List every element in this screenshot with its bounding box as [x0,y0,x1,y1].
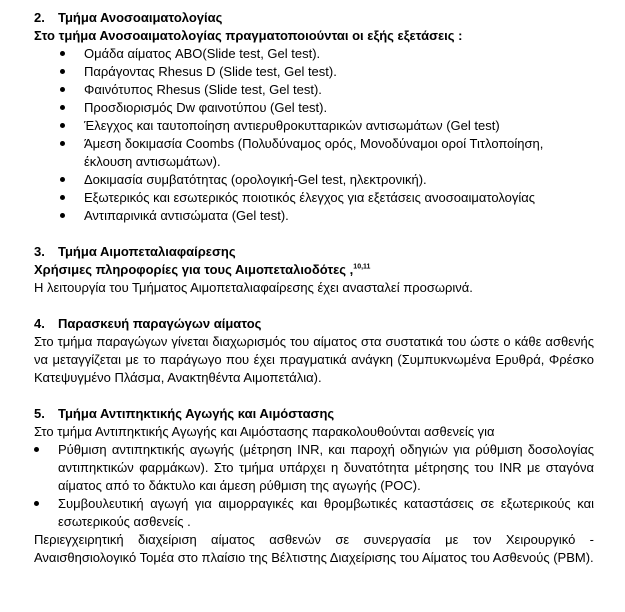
section-2-heading [34,9,594,27]
section-4-text: Στο τμήμα παραγώγων γίνεται διαχωρισμός του αίματος στα συστατικά του ώστε ο κάθε ασθενής να μεταγγίζεται με το παράγωγο που έχει πραγματικά ανάγκη (Συμπυκνωμένα Ερυθρά, Φρέσκο Κατεψυγμένο Πλάσμα, Ανακτηθέντα Αιμοπετάλια). [34,334,594,385]
bullet-icon [60,177,65,182]
bullet-icon [34,447,39,452]
list-item [60,135,594,171]
list-item [60,189,594,207]
list-item-text: Εξωτερικός και εσωτερικός ποιοτικός έλεγχος για εξετάσεις ανοσοαιματολογίας [84,190,536,205]
bullet-icon [34,501,39,506]
section-2-intro: Στο τμήμα Ανοσοαιματολογίας πραγματοποιούνται οι εξής εξετάσεις : [34,28,463,43]
section-number: 3. [34,244,45,259]
list-item-text: Ρύθμιση αντιπηκτικής αγωγής (μέτρηση INR, και παροχή οδηγιών για ρύθμιση δοσολογίας αντιπηκτικών φαρμάκων). Στο τμήμα υπάρχει η δυνατότητα μέτρησης του INR με σταγόνα αίματος από το δάκτυλο και άμεση ρύθμιση της αγωγής (POC). [58,442,594,493]
section-4-heading [34,315,594,333]
bullet-icon [60,51,65,56]
list-item-text: Προσδιορισμός Dw φαινοτύπου (Gel test). [84,100,328,115]
section-5-heading [34,405,594,423]
section-5-outro: Περιεγχειρητική διαχείριση αίματος ασθενών σε συνεργασία με τον Χειρουργικό - Αναισθησιολογικό Τομέα στο πλαίσιο της Βέλτιστης Διαχείρισης του Αίματος του Ασθενούς (PBM). [34,532,594,565]
list-item-text: Αντιπαρινικά αντισώματα (Gel test). [84,208,289,223]
section-title: Τμήμα Αντιπηκτικής Αγωγής και Αιμόστασης [58,406,335,421]
bullet-icon [60,69,65,74]
section-2-list [34,45,594,225]
list-item [60,63,594,81]
subtitle-text: Χρήσιμες πληροφορίες για τους Αιμοπεταλιοδότες , [34,262,354,277]
section-number: 2. [34,10,45,25]
section-3-subtitle [34,261,594,279]
section-5-intro: Στο τμήμα Αντιπηκτικής Αγωγής και Αιμόστασης παρακολουθούνται ασθενείς για [34,424,495,439]
list-item [34,495,594,531]
section-number: 4. [34,316,45,331]
list-item-text: Συμβουλευτική αγωγή για αιμορραγικές και θρομβωτικές καταστάσεις σε εξωτερικούς και εσωτερικούς ασθενείς . [58,496,594,529]
reference-superscript: 10,11 [353,263,371,271]
bullet-icon [60,123,65,128]
section-number: 5. [34,406,45,421]
list-item [60,207,594,225]
list-item-text: Δοκιμασία συμβατότητας (ορολογική-Gel test, ηλεκτρονική). [84,172,427,187]
document-page [34,9,594,567]
section-title: Παρασκευή παραγώγων αίματος [58,316,262,331]
bullet-icon [60,105,65,110]
section-3-text: Η λειτουργία του Τμήματος Αιμοπεταλιαφαίρεσης έχει ανασταλεί προσωρινά. [34,280,473,295]
list-item-text: Φαινότυπος Rhesus (Slide test, Gel test). [84,82,322,97]
list-item [60,171,594,189]
list-item-text: Παράγοντας Rhesus D (Slide test, Gel test). [84,64,337,79]
list-item-text: Άμεση δοκιμασία Coombs (Πολυδύναμος ορός, Μονοδύναμοι οροί Τιτλοποίηση, έκλουση αντισωμάτων). [84,136,544,169]
bullet-icon [60,87,65,92]
section-3-heading [34,243,594,261]
list-item [60,117,594,135]
list-item-text: Ομάδα αίματος ABO(Slide test, Gel test). [84,46,321,61]
list-item [34,441,594,495]
list-item [60,99,594,117]
list-item-text: Έλεγχος και ταυτοποίηση αντιερυθροκυτταρικών αντισωμάτων (Gel test) [84,118,500,133]
bullet-icon [60,141,65,146]
bullet-icon [60,195,65,200]
list-item [60,81,594,99]
section-title: Τμήμα Αιμοπεταλιαφαίρεσης [58,244,236,259]
section-title: Τμήμα Ανοσοαιματολογίας [58,10,223,25]
bullet-icon [60,213,65,218]
section-5-list [34,441,594,531]
list-item [60,45,594,63]
